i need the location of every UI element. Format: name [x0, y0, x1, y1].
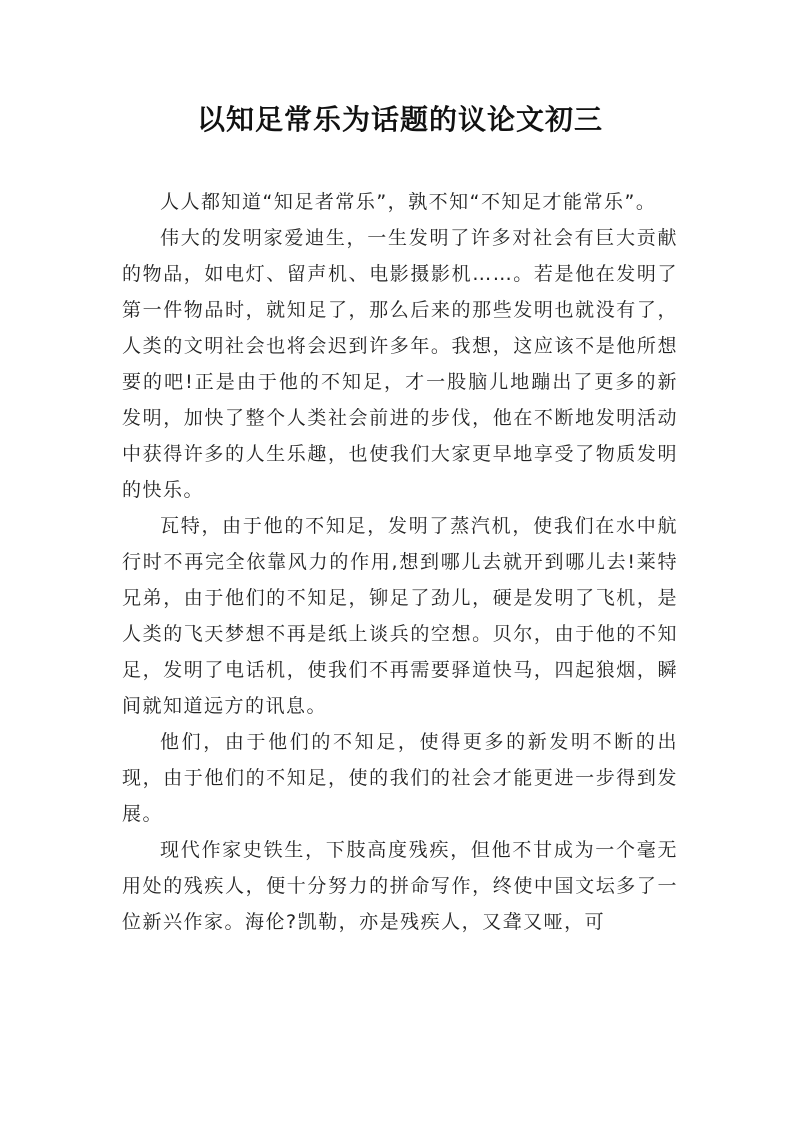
- paragraph-4: 他们，由于他们的不知足，使得更多的新发明不断的出现，由于他们的不知足，使的我们的社会才能更进一步得到发展。: [122, 731, 678, 825]
- paragraph-1: 人人都知道“知足者常乐”，孰不知“不知足才能常乐”。: [160, 191, 657, 213]
- document-title: 以知足常乐为话题的议论文初三: [196, 103, 603, 136]
- paragraph-2: 伟大的发明家爱迪生，一生发明了许多对社会有巨大贡献的物品，如电灯、留声机、电影摄影机……。若是他在发明了第一件物品时，就知足了，那么后来的那些发明也就没有了，人类的文明社会也将会迟到许多年。我想，这应该不是他所想要的吧!正是由于他的不知足，才一股脑儿地蹦出了更多的新发明，加快了整个人类社会前进的步伐，他在不断地发明活动中获得许多的人生乐趣，也使我们大家更早地享受了物质发明的快乐。: [122, 227, 678, 501]
- paragraph-5: 现代作家史铁生，下肢高度残疾，但他不甘成为一个毫无用处的残疾人，便十分努力的拼命写作，终使中国文坛多了一位新兴作家。海伦?凯勒，亦是残疾人，又聋又哑，可: [122, 839, 678, 933]
- document-body: [122, 184, 678, 940]
- paragraph-3: 瓦特，由于他的不知足，发明了蒸汽机，使我们在水中航行时不再完全依靠风力的作用,想到哪儿去就开到哪儿去!莱特兄弟，由于他们的不知足，铆足了劲儿，硬是发明了飞机，是人类的飞天梦想不再是纸上谈兵的空想。贝尔，由于他的不知足，发明了电话机，使我们不再需要驿道快马，四起狼烟，瞬间就知道远方的讯息。: [122, 515, 678, 717]
